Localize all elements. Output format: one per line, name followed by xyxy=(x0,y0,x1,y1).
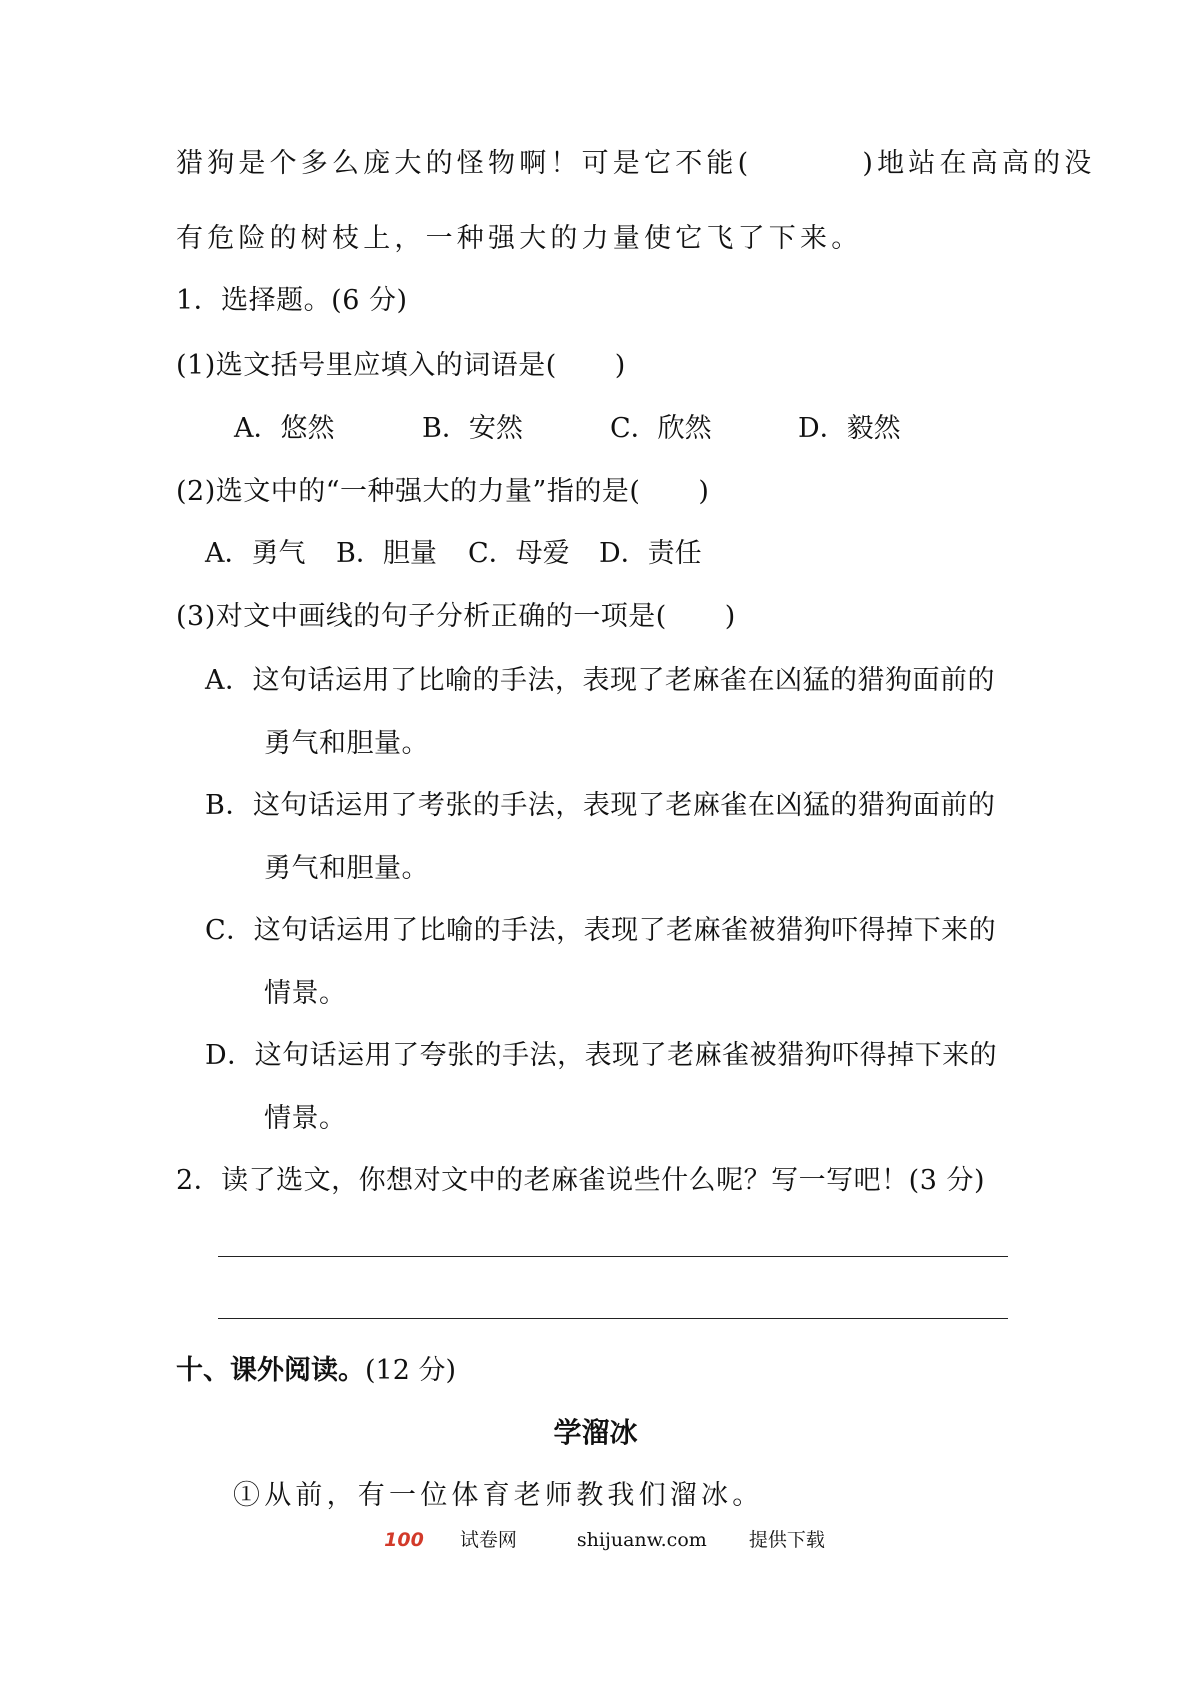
option-1-1-a: A．悠然 xyxy=(234,413,335,444)
section-10-label: 十、课外阅读。 xyxy=(176,1355,365,1386)
question-1-3-text: (3)对文中画线的句子分析正确的一项是( xyxy=(176,601,667,632)
answer-line-1[interactable] xyxy=(218,1256,1008,1257)
option-1-3-d-line-1: D．这句话运用了夸张的手法，表现了老麻雀被猎狗吓得掉下来的 xyxy=(205,1040,998,1071)
question-1-heading: 1．选择题。(6 分) xyxy=(176,285,408,316)
question-1-2-stem xyxy=(176,475,709,509)
passage-line-1-part-a: 猎狗是个多么庞大的怪物啊！可是它不能( xyxy=(176,148,753,179)
option-1-3-b-line-1: B．这句话运用了考张的手法，表现了老麻雀在凶猛的猎狗面前的 xyxy=(205,790,996,821)
option-1-1-c: C．欣然 xyxy=(610,413,712,444)
footer-logo xyxy=(366,1529,535,1551)
passage-line-1 xyxy=(176,147,1095,181)
question-2-heading: 2．读了选文，你想对文中的老麻雀说些什么呢？写一写吧！(3 分) xyxy=(176,1165,986,1196)
question-1-3-stem xyxy=(176,600,736,634)
reading-paragraph-1: ①从前，有一位体育老师教我们溜冰。 xyxy=(233,1480,764,1511)
footer-note: 提供下载 xyxy=(748,1529,825,1551)
passage-line-2: 有危险的树枝上，一种强大的力量使它飞了下来。 xyxy=(176,223,863,254)
option-1-3-c-line-1: C．这句话运用了比喻的手法，表现了老麻雀被猎狗吓得掉下来的 xyxy=(205,915,997,946)
close-paren: ) xyxy=(724,601,736,632)
option-1-2-c: C．母爱 xyxy=(468,538,570,569)
question-1-1-stem xyxy=(176,349,626,383)
section-10-score: (12 分) xyxy=(365,1355,457,1386)
section-10-heading xyxy=(176,1354,456,1388)
passage-line-1-part-b: )地站在高高的没 xyxy=(862,148,1096,179)
option-1-3-a-line-2: 勇气和胆量。 xyxy=(264,728,429,759)
option-1-2-b: B．胆量 xyxy=(336,538,437,569)
answer-line-2[interactable] xyxy=(218,1318,1008,1319)
page-footer xyxy=(0,1528,1191,1552)
option-1-2-a: A．勇气 xyxy=(205,538,306,569)
footer-site-link[interactable]: shijuanw.com xyxy=(576,1529,707,1551)
option-1-1-d: D．毅然 xyxy=(798,413,901,444)
question-1-1-text: (1)选文括号里应填入的词语是( xyxy=(176,350,557,381)
close-paren: ) xyxy=(698,476,710,507)
question-1-2-text: (2)选文中的“一种强大的力量”指的是( xyxy=(176,476,641,507)
option-1-1-b: B．安然 xyxy=(422,413,523,444)
option-1-3-c-line-2: 情景。 xyxy=(264,978,347,1009)
footer-logo-text: 试卷网 xyxy=(459,1529,517,1551)
reading-title: 学溜冰 xyxy=(553,1416,638,1449)
close-paren: ) xyxy=(614,350,626,381)
option-1-2-d: D．责任 xyxy=(599,538,702,569)
logo-100-icon: 100 xyxy=(384,1529,424,1551)
option-1-3-a-line-1: A．这句话运用了比喻的手法，表现了老麻雀在凶猛的猎狗面前的 xyxy=(205,665,995,696)
option-1-3-b-line-2: 勇气和胆量。 xyxy=(264,853,429,884)
option-1-3-d-line-2: 情景。 xyxy=(264,1103,347,1134)
